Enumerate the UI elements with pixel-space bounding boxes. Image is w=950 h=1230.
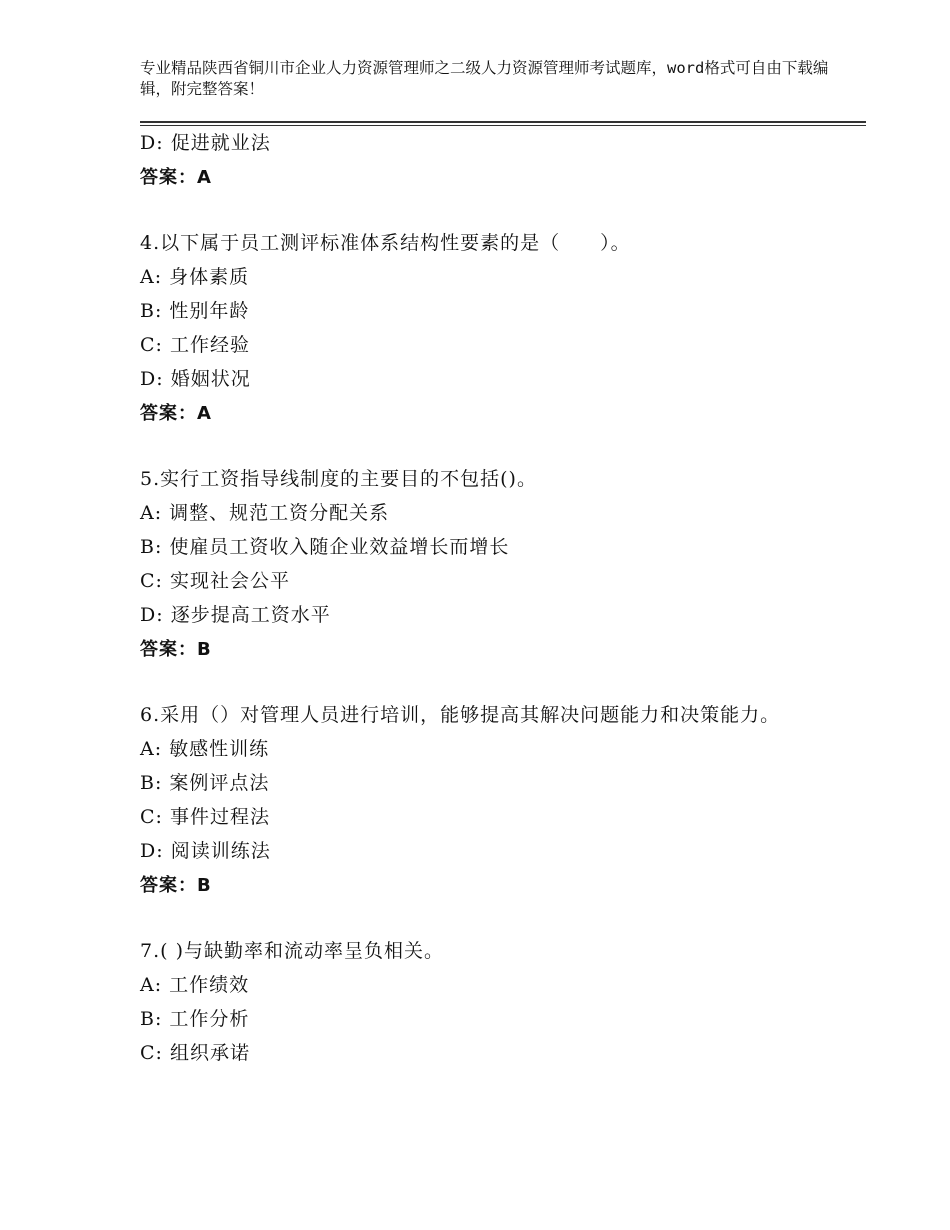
question-4: [140, 226, 840, 432]
question-stem: 6.采用（）对管理人员进行培训，能够提高其解决问题能力和决策能力。: [140, 704, 781, 726]
option-letter: D:: [140, 840, 164, 862]
option-text: 性别年龄: [169, 300, 250, 322]
question-3-tail: [140, 126, 840, 196]
option-c: [140, 800, 840, 834]
document-header: 专业精品陕西省铜川市企业人力资源管理师之二级人力资源管理师考试题库，word格式可自由下载编辑，附完整答案！: [140, 59, 829, 98]
question-stem: 4.以下属于员工测评标准体系结构性要素的是（ ）。: [140, 232, 631, 254]
option-letter: A:: [140, 974, 163, 996]
question-stem: 7.( )与缺勤率和流动率呈负相关。: [140, 940, 444, 962]
option-d: [140, 362, 840, 396]
option-c: [140, 328, 840, 362]
option-letter: C:: [140, 570, 163, 592]
option-text: 促进就业法: [170, 132, 271, 154]
option-text: 工作绩效: [169, 974, 250, 996]
option-d: [140, 126, 840, 160]
option-a: [140, 260, 840, 294]
option-text: 敏感性训练: [169, 738, 270, 760]
answer-value: B: [197, 875, 212, 896]
option-c: [140, 1036, 840, 1070]
header-divider-thick: [140, 121, 866, 123]
answer-value: A: [197, 167, 212, 188]
option-a: [140, 496, 840, 530]
answer-line: [140, 396, 840, 432]
option-letter: B:: [140, 300, 163, 322]
option-text: 工作经验: [170, 334, 251, 356]
option-letter: D:: [140, 132, 164, 154]
option-letter: A:: [140, 266, 163, 288]
option-b: [140, 294, 840, 328]
answer-value: A: [197, 403, 212, 424]
option-letter: A:: [140, 502, 163, 524]
option-letter: A:: [140, 738, 163, 760]
question-stem: 5.实行工资指导线制度的主要目的不包括()。: [140, 468, 537, 490]
answer-label: 答案：: [140, 403, 197, 424]
option-c: [140, 564, 840, 598]
option-letter: C:: [140, 806, 163, 828]
option-text: 使雇员工资收入随企业效益增长而增长: [169, 536, 510, 558]
answer-label: 答案：: [140, 875, 197, 896]
answer-line: [140, 160, 840, 196]
option-d: [140, 598, 840, 632]
option-text: 组织承诺: [170, 1042, 251, 1064]
answer-line: [140, 632, 840, 668]
option-text: 实现社会公平: [170, 570, 291, 592]
answer-line: [140, 868, 840, 904]
option-text: 案例评点法: [169, 772, 270, 794]
option-letter: B:: [140, 1008, 163, 1030]
question-5: [140, 462, 840, 668]
option-b: [140, 1002, 840, 1036]
option-text: 阅读训练法: [170, 840, 271, 862]
answer-label: 答案：: [140, 639, 197, 660]
option-text: 身体素质: [169, 266, 250, 288]
option-b: [140, 766, 840, 800]
question-6: [140, 698, 840, 904]
option-letter: C:: [140, 1042, 163, 1064]
answer-label: 答案：: [140, 167, 197, 188]
option-letter: C:: [140, 334, 163, 356]
option-letter: B:: [140, 772, 163, 794]
option-a: [140, 968, 840, 1002]
option-b: [140, 530, 840, 564]
option-text: 事件过程法: [170, 806, 271, 828]
option-a: [140, 732, 840, 766]
option-letter: D:: [140, 604, 164, 626]
option-letter: B:: [140, 536, 163, 558]
option-text: 婚姻状况: [170, 368, 251, 390]
question-list: [140, 126, 840, 1070]
answer-value: B: [197, 639, 212, 660]
option-text: 逐步提高工资水平: [170, 604, 331, 626]
option-text: 工作分析: [169, 1008, 250, 1030]
option-letter: D:: [140, 368, 164, 390]
question-7: [140, 934, 840, 1070]
option-text: 调整、规范工资分配关系: [169, 502, 390, 524]
option-d: [140, 834, 840, 868]
